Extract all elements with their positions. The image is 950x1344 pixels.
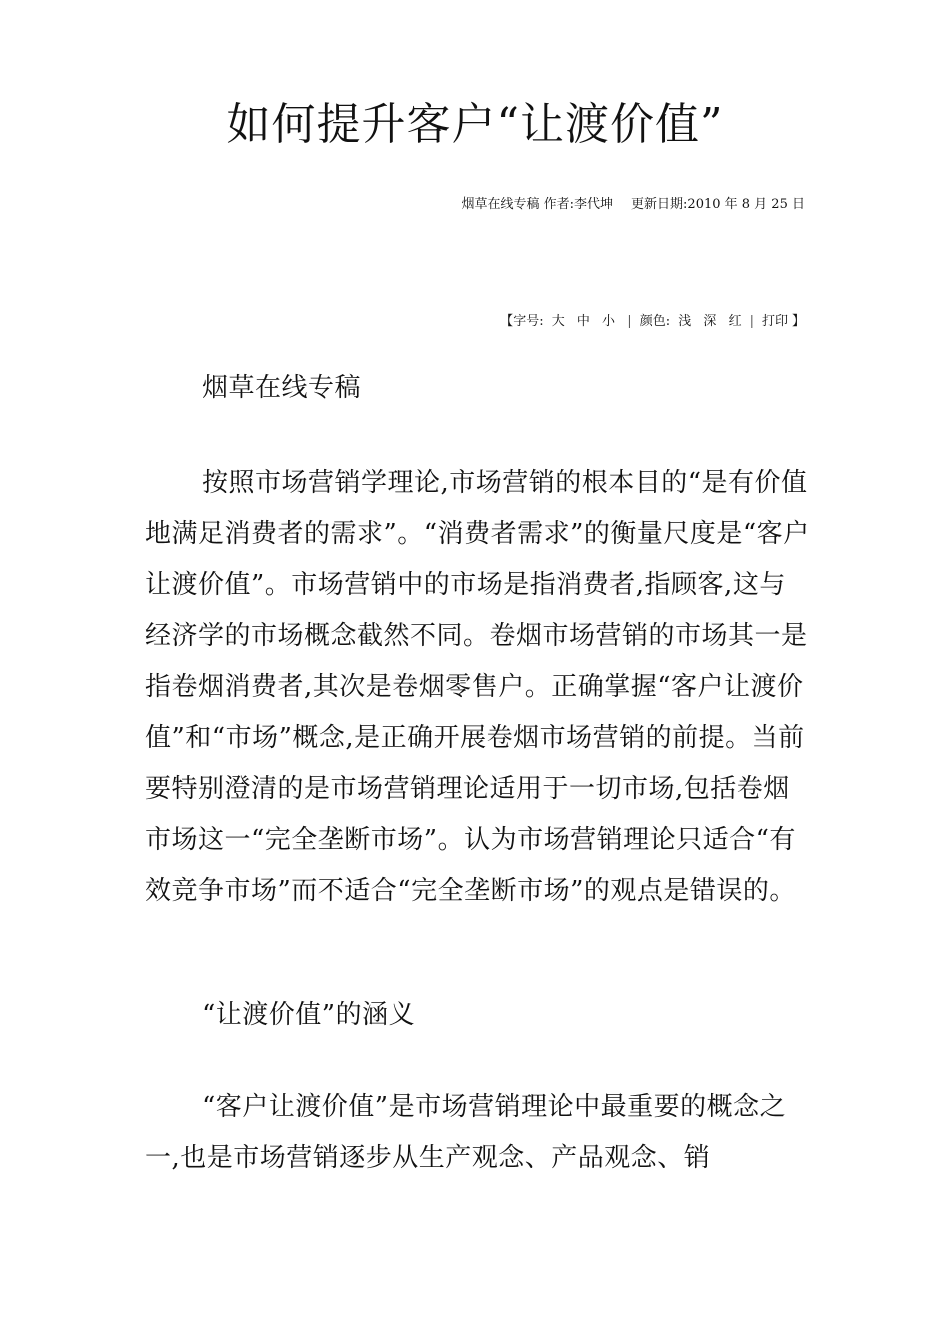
source-author: 烟草在线专稿 作者:李代坤 [461, 197, 614, 212]
font-large-link[interactable]: 大 [551, 314, 565, 329]
print-link[interactable]: 打印 [761, 314, 788, 329]
toolbar-close-bracket: 】 [791, 314, 805, 329]
section-paragraph: “客户让渡价值”是市场营销理论中最重要的概念之一,也是市场营销逐步从生产观念、产品观念、销 [145, 1092, 787, 1173]
color-light-link[interactable]: 浅 [678, 314, 692, 329]
main-paragraph: 按照市场营销学理论,市场营销的根本目的“是有价值地满足消费者的需求”。“消费者需求”的衡量尺度是“客户让渡价值”。市场营销中的市场是指消费者,指顾客,这与经济学的市场概念截然不同。卷烟市场营销的市场其一是指卷烟消费者,其次是卷烟零售户。正确掌握“客户让渡价值”和“市场”概念,是正确开展卷烟市场营销的前提。当前要特别澄清的是市场营销理论适用于一切市场,包括卷烟市场这一“完全垄断市场”。认为市场营销理论只适合“有效竞争市场”而不适合“完全垄断市场”的观点是错误的。 [145, 468, 810, 906]
source-line: 烟草在线专稿 [202, 373, 362, 403]
toolbar-separator: | [749, 314, 754, 329]
color-label: 颜色: [639, 314, 671, 329]
color-red-link[interactable]: 红 [728, 314, 742, 329]
updated-date: 更新日期:2010 年 8 月 25 日 [631, 197, 805, 212]
color-dark-link[interactable]: 深 [703, 314, 717, 329]
toolbar-separator: | [627, 314, 632, 329]
article-title: 如何提升客户“让渡价值” [226, 99, 724, 150]
font-small-link[interactable]: 小 [602, 314, 616, 329]
section-heading: “让渡价值”的涵义 [202, 1000, 416, 1030]
toolbar-open-bracket: 【 [500, 314, 514, 329]
font-medium-link[interactable]: 中 [576, 314, 590, 329]
font-size-label: 字号: [513, 314, 544, 329]
article-toolbar [500, 313, 805, 331]
article-meta [462, 196, 805, 214]
